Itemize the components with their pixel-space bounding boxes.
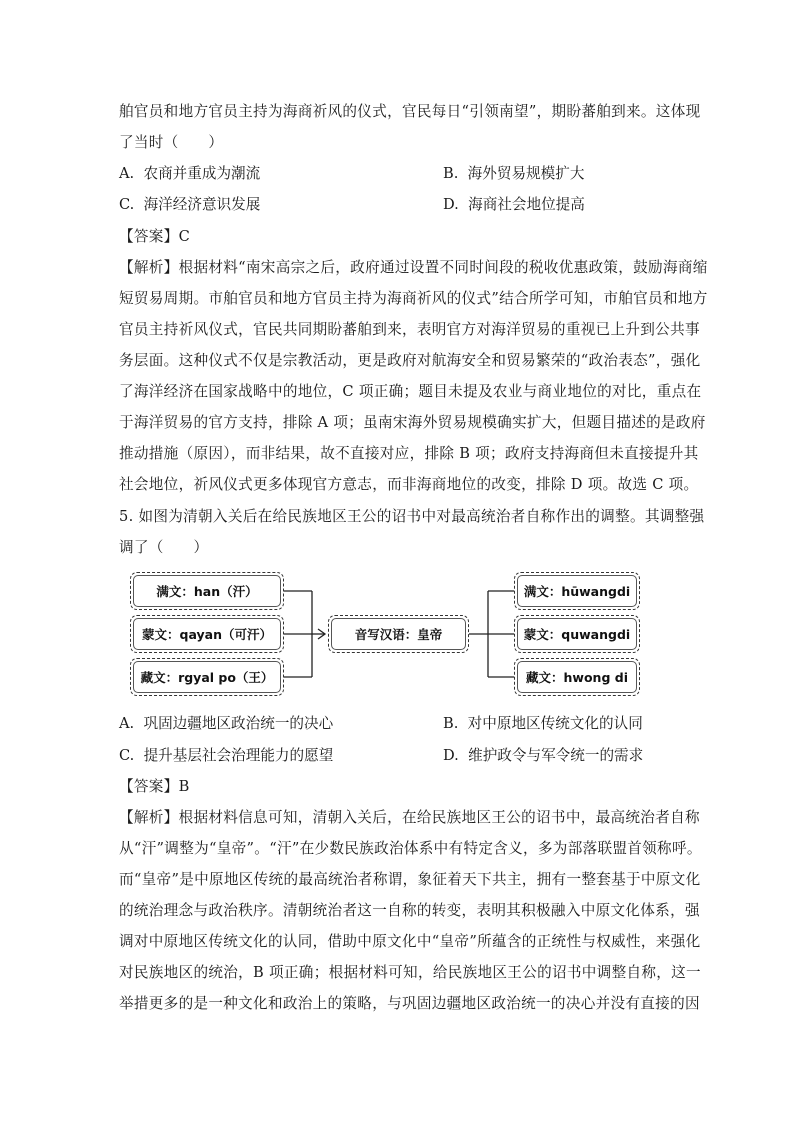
chinese-transliteration-box: 音写汉语：皇帝 (328, 615, 469, 653)
analysis-line: 了海洋经济在国家战略中的地位，C 项正确；题目未提及农业与商业地位的对比，重点在 (119, 383, 702, 400)
question-stem-line: 5. 如图为清朝入关后在给民族地区王公的诏书中对最高统治者自称作出的调整。其调整强 (119, 508, 705, 525)
mongol-new-box: 蒙文：quwangdi (514, 615, 640, 653)
option-c: C. 海洋经济意识发展 (119, 196, 261, 213)
analysis-line: 的统治理念与政治秩序。清朝统治者这一自称的转变，表明其积极融入中原文化体系，强 (119, 902, 700, 919)
answer-line: 【答案】C (119, 228, 191, 245)
manchu-original-box: 满文：han（汗） (130, 572, 284, 610)
option-b: B. 海外贸易规模扩大 (443, 165, 585, 182)
option-b: B. 对中原地区传统文化的认同 (443, 715, 643, 732)
option-d: D. 维护政令与军令统一的需求 (443, 747, 644, 764)
mongol-original-box: 蒙文：qayan（可汗） (130, 615, 284, 653)
analysis-line: 官员主持祈风仪式，官民共同期盼蕃舶到来，表明官方对海洋贸易的重视已上升到公共事 (119, 321, 700, 338)
question-stem-line: 调了（ ） (119, 539, 209, 556)
analysis-line: 调对中原地区传统文化的认同，借助中原文化中“皇帝”所蕴含的正统性与权威性，来强化 (119, 933, 701, 950)
option-c: C. 提升基层社会治理能力的愿望 (119, 747, 334, 764)
analysis-line: 推动措施（原因），而非结果，故不直接对应，排除 B 项；政府支持海商但未直接提升其 (119, 445, 699, 462)
analysis-line: 于海洋贸易的官方支持，排除 A 项；虽南宋海外贸易规模确实扩大，但题目描述的是政府 (119, 414, 706, 431)
tibetan-original-box: 藏文：rgyal po（王） (130, 658, 284, 696)
analysis-line: 举措更多的是一种文化和政治上的策略，与巩固边疆地区政治统一的决心并没有直接的因 (119, 995, 700, 1012)
question-stem-line: 舶官员和地方官员主持为海商祈风的仪式，官民每日“引领南望”，期盼蕃舶到来。这体现 (119, 103, 701, 120)
analysis-line: 对民族地区的统治，B 项正确；根据材料可知，给民族地区王公的诏书中调整自称，这一 (119, 964, 701, 981)
title-change-diagram (126, 567, 646, 701)
answer-line: 【答案】B (119, 778, 190, 795)
analysis-line: 短贸易周期。市舶官员和地方官员主持为海商祈风的仪式”结合所学可知，市舶官员和地方 (119, 290, 708, 307)
manchu-new-box: 满文：hūwangdi (514, 572, 640, 610)
analysis-line: 【解析】根据材料信息可知，清朝入关后，在给民族地区王公的诏书中，最高统治者自称 (119, 809, 700, 826)
analysis-line: 【解析】根据材料“南宋高宗之后，政府通过设置不同时间段的税收优惠政策，鼓励海商缩 (119, 259, 708, 276)
option-a: A. 农商并重成为潮流 (119, 165, 261, 182)
option-d: D. 海商社会地位提高 (443, 196, 585, 213)
analysis-line: 从“汗”调整为“皇帝”。“汗”在少数民族政治体系中有特定含义，多为部落联盟首领称呼。 (119, 840, 702, 857)
question-stem-line: 了当时（ ） (119, 134, 224, 151)
tibetan-new-box: 藏文：hwong di (514, 658, 640, 696)
analysis-line: 而“皇帝”是中原地区传统的最高统治者称谓，象征着天下共主，拥有一整套基于中原文化 (119, 871, 701, 888)
analysis-line: 务层面。这种仪式不仅是宗教活动，更是政府对航海安全和贸易繁荣的“政治表态”，强化 (119, 352, 701, 369)
analysis-line: 社会地位，祈风仪式更多体现官方意志，而非海商地位的改变，排除 D 项。故选 C 项。 (119, 476, 699, 493)
option-a: A. 巩固边疆地区政治统一的决心 (119, 715, 334, 732)
